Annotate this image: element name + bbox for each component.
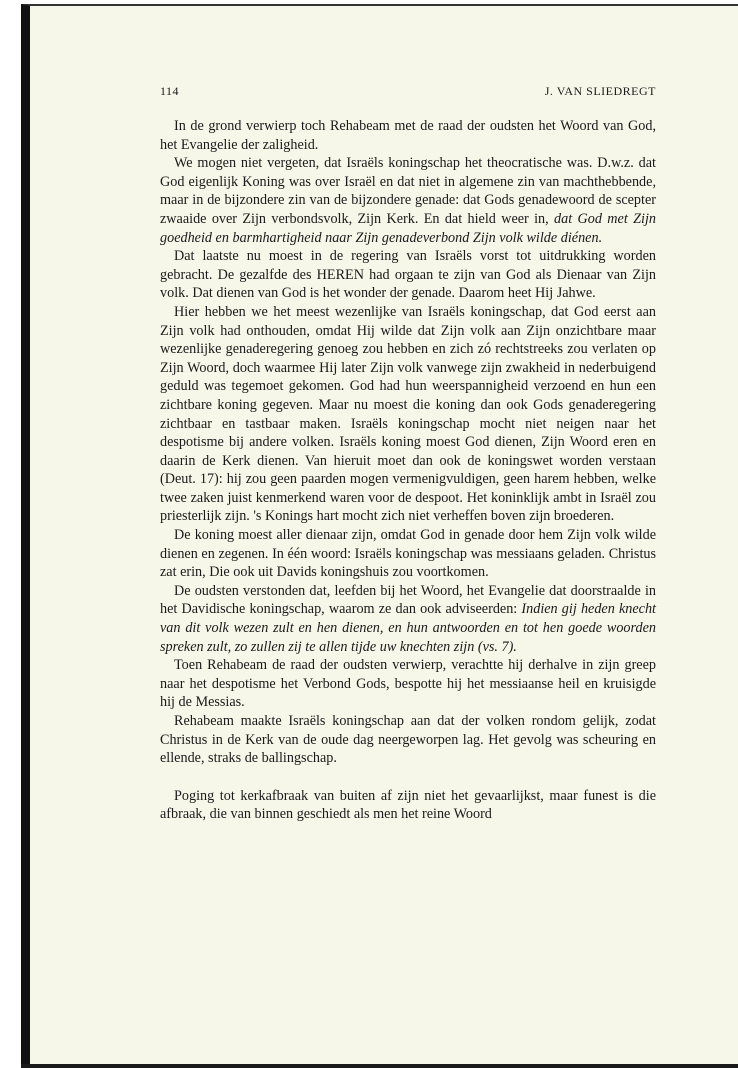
- body-text: [160, 117, 656, 824]
- paragraph: We mogen niet vergeten, dat Israëls koningschap het theocratische was. D.w.z. dat God eigenlijk Koning was over Israël en dat niet in algemene zin van machthebbende, maar in de bijzondere zin van de bijzondere genade: dat Gods genadewoord de scepter zwaaide over Zijn verbondsvolk, Zijn Kerk. En dat hield weer in, dat God met Zijn goedheid en barmhartigheid naar Zijn genadeverbond Zijn volk wilde diénen.: [160, 155, 656, 246]
- paragraph: Hier hebben we het meest wezenlijke van Israëls koningschap, dat God eerst aan Zijn volk had onthouden, omdat Hij wilde dat Zijn volk aan Zijn onzichtbare maar wezenlijke genaderegering genoeg zou hebben en zich zó rechtstreeks zou verlaten op Zijn Woord, doch waarmee Hij later Zijn volk vanwege zijn zwakheid in nederbuigend geduld was tegemoet gekomen. God had hun weerspannigheid verzoend en hun een zichtbare koning gegeven. Maar nu moest die koning dan ook Gods genaderegering zichtbaar en tastbaar maken. Israëls koningschap mocht niet neigen naar het despotisme bij andere volken. Israëls koning moest God dienen, Zijn Woord eren en daarin de Kerk dienen. Van hieruit moet dan ook de koningswet worden verstaan (Deut. 17): hij zou geen paarden mogen vermenigvuldigen, geen harem hebben, welke twee zaken juist kenmerkend waren voor de despoot. Het koninklijk ambt in Israël zou priesterlijk zijn. 's Konings hart mocht zich niet verheffen boven zijn broederen.: [160, 303, 656, 525]
- running-head: [160, 84, 656, 100]
- paragraph: In de grond verwierp toch Rehabeam met de raad der oudsten het Woord van God, het Evangelie der zaligheid.: [160, 118, 656, 153]
- italic-quotation: Indien gij heden knecht van dit volk wezen zult en hen dienen, en hun antwoorden en tot hen goede woorden spreken zult, zo zullen zij te allen tijde uw knechten zijn (vs. 7).: [160, 601, 656, 655]
- running-head-author: J. VAN SLIEDREGT: [544, 84, 656, 98]
- italic-emphasis: dat God met Zijn goedheid en barmhartigheid naar Zijn genadeverbond Zijn volk wilde diénen.: [160, 210, 656, 246]
- paragraph: De oudsten verstonden dat, leefden bij het Woord, het Evangelie dat doorstraalde in het Davidische koningschap, waarom ze dan ook adviseerden: Indien gij heden knecht van dit volk wezen zult en hen dienen, en hun antwoorden en tot hen goede woorden spreken zult, zo zullen zij te allen tijde uw knechten zijn (vs. 7).: [160, 582, 656, 655]
- paragraph: Dat laatste nu moest in de regering van Israëls vorst tot uitdrukking worden gebracht. De gezalfde des HEREN had orgaan te zijn van God als Dienaar van Zijn volk. Dat dienen van God is het wonder der genade. Daarom heet Hij Jahwe.: [160, 248, 656, 302]
- page-number: 114: [160, 84, 180, 98]
- paragraph: Toen Rehabeam de raad der oudsten verwierp, verachtte hij derhalve in zijn greep naar het despotisme het Verbond Gods, bespotte hij het messiaanse heil en kruisigde hij de Messias.: [160, 657, 656, 711]
- paragraph: Poging tot kerkafbraak van buiten af zijn niet het gevaarlijkst, maar funest is die afbraak, die van binnen geschiedt als men het reine Woord: [160, 787, 656, 823]
- paragraph: De koning moest aller dienaar zijn, omdat God in genade door hem Zijn volk wilde dienen en zegenen. In één woord: Israëls koningschap was messiaans geladen. Christus zat erin, Die ook uit Davids koningshuis zou voortkomen.: [160, 527, 656, 581]
- paragraph: Rehabeam maakte Israëls koningschap aan dat der volken rondom gelijk, zodat Christus in de Kerk van de oude dag neergeworpen lag. Het gevolg was scheuring en ellende, straks de ballingschap.: [160, 713, 656, 767]
- scan-bottom-edge: [21, 1064, 738, 1068]
